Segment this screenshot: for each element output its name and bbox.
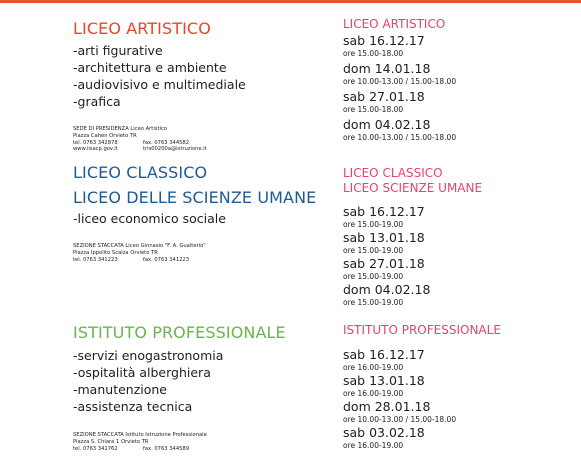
website-link[interactable]: www.iisacp.gov.it (73, 146, 118, 153)
address-block-professionale (73, 432, 286, 452)
phone-number: tel. 0763 341223 (73, 256, 118, 263)
open-day-date: sab 27.01.18 (343, 256, 425, 271)
schedule-heading-scienze-umane: LICEO SCIENZE UMANE (343, 181, 483, 195)
open-day-time: ore 16.00-19.00 (343, 389, 404, 398)
address-line: Piazza Cahen Orvieto TR (73, 132, 137, 139)
course-list-artistico (73, 42, 246, 110)
fax-number: fax. 0763 341223 (143, 256, 190, 263)
contact-row (73, 257, 316, 264)
course-item: -liceo economico sociale (73, 211, 226, 226)
course-list-classico (73, 210, 316, 227)
address-block-classico (73, 243, 316, 263)
open-day-date: dom 28.01.18 (343, 399, 431, 414)
open-day-date: sab 16.12.17 (343, 33, 425, 48)
phone-number: tel. 0763 342878 (73, 139, 118, 146)
course-item: -ospitalità alberghiera (73, 365, 211, 380)
open-day-date: dom 04.02.18 (343, 282, 431, 297)
contact-row (73, 446, 286, 453)
course-item: -servizi enogastronomia (73, 348, 224, 363)
open-day-list (343, 33, 456, 143)
contact-row (73, 140, 246, 147)
open-day-date: sab 13.01.18 (343, 373, 425, 388)
section-title-scienze-umane: LICEO DELLE SCIENZE UMANE (73, 188, 317, 207)
course-item: -manutenzione (73, 382, 168, 397)
schedule-heading-classico: LICEO CLASSICO (343, 166, 443, 180)
address-line: SEZIONE STACCATA Liceo Ginnasio "F. A. Gualterio" (73, 243, 206, 249)
contact-row (73, 146, 246, 153)
course-item: -architettura e ambiente (73, 60, 227, 75)
open-day-date: sab 16.12.17 (343, 347, 425, 362)
section-liceo-classico (73, 162, 316, 263)
open-day-date: sab 16.12.17 (343, 204, 425, 219)
fax-number: fax. 0763 344582 (143, 139, 190, 146)
address-line: SEZIONE STACCATA Istituto Istruzione Professionale (73, 432, 207, 438)
schedule-classico (343, 166, 482, 308)
open-day-time: ore 16.00-19.00 (343, 441, 404, 450)
address-line: Piazza S. Chiara 1 Orvieto TR (73, 438, 149, 445)
section-istituto-professionale (73, 322, 286, 452)
email-link[interactable]: tris00200a@istruzione.it (143, 146, 207, 153)
open-day-time: ore 16.00-19.00 (343, 363, 404, 372)
course-item: -audiovisivo e multimediale (73, 77, 246, 92)
open-day-time: ore 15.00-18.00 (343, 49, 404, 58)
open-day-time: ore 15.00-19.00 (343, 272, 404, 281)
schedule-artistico (343, 17, 456, 145)
top-divider-line (0, 0, 581, 3)
schedule-professionale (343, 323, 501, 451)
open-day-time: ore 15.00-19.00 (343, 246, 404, 255)
course-list-professionale (73, 347, 286, 415)
fax-number: fax. 0763 344589 (143, 445, 190, 452)
section-title-professionale: ISTITUTO PROFESSIONALE (73, 323, 286, 342)
schedule-heading-artistico: LICEO ARTISTICO (343, 17, 446, 31)
open-day-list (343, 204, 482, 308)
section-liceo-artistico (73, 18, 246, 153)
course-item: -arti figurative (73, 43, 163, 58)
address-line: SEDE DI PRESIDENZA Liceo Artistico (73, 126, 167, 132)
open-day-time: ore 10.00-13.00 / 15.00-18.00 (343, 77, 457, 86)
open-day-time: ore 15.00-19.00 (343, 298, 404, 307)
open-day-list (343, 347, 501, 451)
course-item: -grafica (73, 94, 121, 109)
section-title-artistico: LICEO ARTISTICO (73, 19, 211, 38)
open-day-date: sab 13.01.18 (343, 230, 425, 245)
open-day-time: ore 15.00-18.00 (343, 105, 404, 114)
open-day-time: ore 10.00-13.00 / 15.00-18.00 (343, 415, 457, 424)
phone-number: tel. 0763 341762 (73, 445, 118, 452)
address-block-artistico (73, 126, 246, 153)
address-line: Piazza Ippolito Scalza Orvieto TR (73, 249, 158, 256)
open-day-date: dom 14.01.18 (343, 61, 431, 76)
open-day-date: sab 03.02.18 (343, 425, 425, 440)
open-day-date: sab 27.01.18 (343, 89, 425, 104)
schedule-heading-professionale: ISTITUTO PROFESSIONALE (343, 323, 501, 337)
open-day-time: ore 10.00-13.00 / 15.00-18.00 (343, 133, 457, 142)
course-item: -assistenza tecnica (73, 399, 193, 414)
open-day-date: dom 04.02.18 (343, 117, 431, 132)
section-title-classico: LICEO CLASSICO (73, 163, 208, 182)
open-day-time: ore 15.00-19.00 (343, 220, 404, 229)
